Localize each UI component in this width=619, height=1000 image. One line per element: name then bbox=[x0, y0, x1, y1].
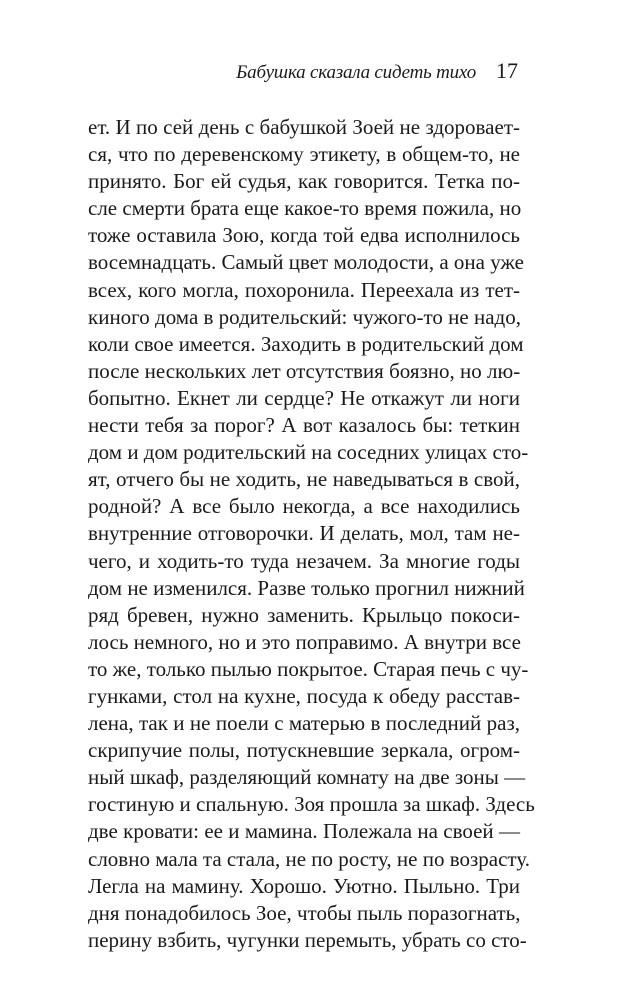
text-line: ят, отчего бы не ходить, не наведываться в свой, bbox=[88, 467, 520, 492]
text-line: то же, только пылью покрытое. Старая печь с чу- bbox=[88, 656, 529, 681]
page-header bbox=[236, 58, 518, 84]
text-line: нести тебя за порог? А вот казалось бы: теткин bbox=[88, 413, 520, 438]
text-line: сле смерти брата еще какое-то время пожила, но bbox=[88, 196, 522, 221]
text-line: дом и дом родительский на соседних улицах сто- bbox=[88, 440, 529, 465]
text-line: лось немного, но и это поправимо. А внутри все bbox=[88, 629, 521, 654]
text-line: Легла на мамину. Хорошо. Уютно. Пыльно. Три bbox=[88, 873, 520, 898]
text-line: перину взбить, чугунки перемыть, убрать со сто- bbox=[88, 927, 527, 952]
text-line: лена, так и не поели с матерью в последний раз, bbox=[88, 711, 520, 736]
text-line: дом не изменился. Разве только прогнил нижний bbox=[88, 575, 525, 600]
text-line: чего, и ходить-то туда незачем. За многие годы bbox=[88, 548, 520, 573]
text-line: после нескольких лет отсутствия боязно, но лю- bbox=[88, 358, 521, 383]
text-line: тоже оставила Зою, когда той едва исполнилось bbox=[88, 223, 520, 248]
text-line: принято. Бог ей судья, как говорится. Тетка по- bbox=[88, 169, 520, 194]
text-line: восемнадцать. Самый цвет молодости, а она уже bbox=[88, 250, 524, 275]
text-line: всех, кого могла, похоронила. Переехала из тет- bbox=[88, 277, 520, 302]
text-line: бопытно. Екнет ли сердце? Не откажут ли ноги bbox=[88, 385, 520, 410]
body-text bbox=[88, 114, 535, 954]
text-line: дня понадобилось Зое, чтобы пыль поразогнать, bbox=[88, 900, 521, 925]
text-line: ряд бревен, нужно заменить. Крыльцо покоси- bbox=[88, 602, 520, 627]
text-line: внутренние отговорочки. И делать, мол, там не- bbox=[88, 521, 520, 546]
text-line: ет. И по сей день с бабушкой Зоей не здоровает- bbox=[88, 115, 520, 139]
text-line: словно мала та стала, не по росту, не по возрасту. bbox=[88, 846, 530, 871]
running-head: Бабушка сказала сидеть тихо bbox=[236, 62, 476, 83]
text-line: коли свое имеется. Заходить в родительский дом bbox=[88, 331, 524, 356]
text-line: киного дома в родительский: чужого-то не надо, bbox=[88, 304, 521, 329]
text-line: гостиную и спальную. Зоя прошла за шкаф. Здесь bbox=[88, 792, 535, 817]
text-line: гунками, стол на кухне, посуда к обеду расстав- bbox=[88, 683, 520, 708]
text-line: родной? А все было некогда, а все находились bbox=[88, 494, 520, 519]
text-line: скрипучие полы, потускневшие зеркала, огром- bbox=[88, 738, 520, 763]
page-number: 17 bbox=[496, 58, 518, 83]
text-line: ся, что по деревенскому этикету, в общем-то, не bbox=[88, 142, 520, 167]
text-line: две кровати: ее и мамина. Полежала на своей — bbox=[88, 819, 520, 844]
text-line: ный шкаф, разделяющий комнату на две зоны — bbox=[88, 765, 526, 790]
